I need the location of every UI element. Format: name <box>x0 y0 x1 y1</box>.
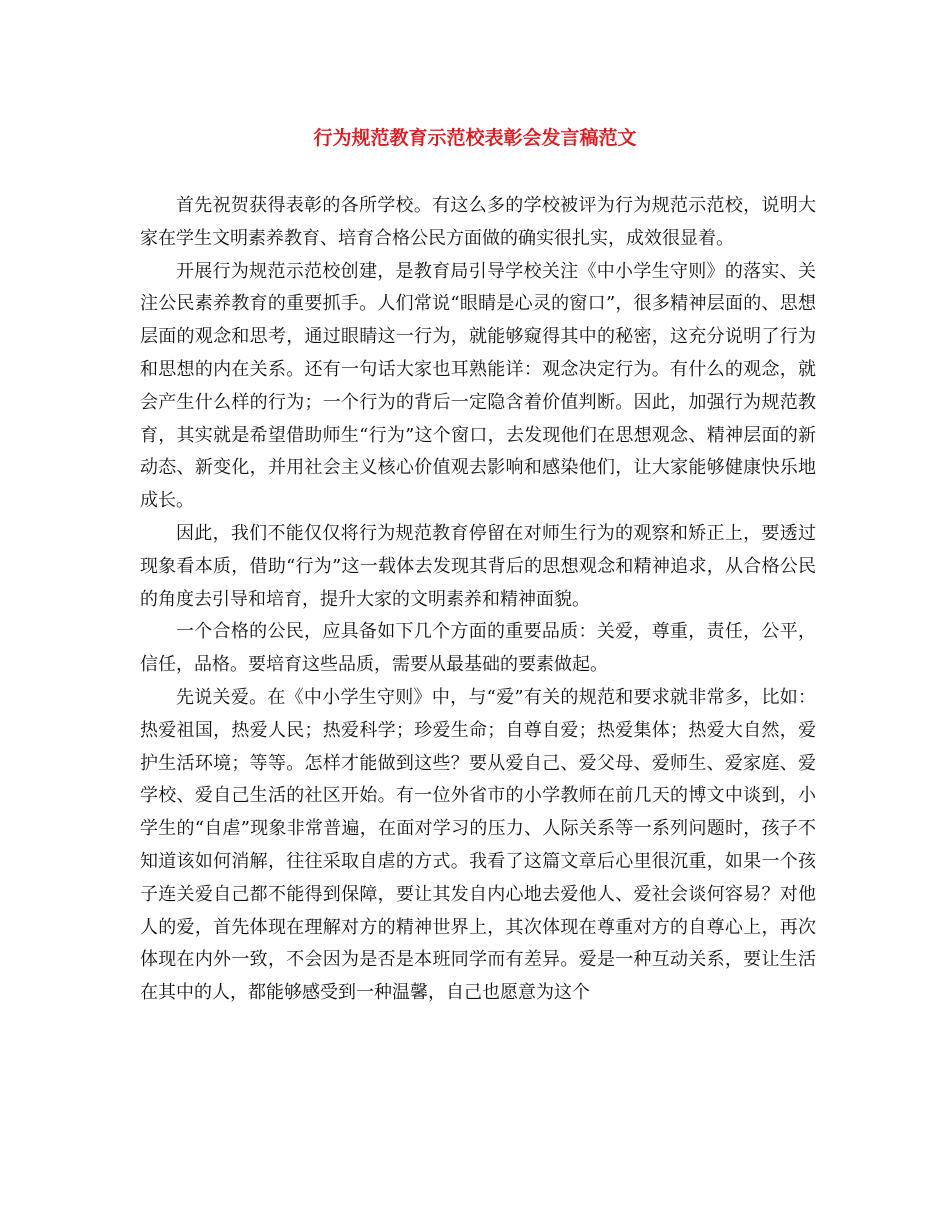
paragraph: 一个合格的公民，应具备如下几个方面的重要品质：关爱，尊重，责任，公平，信任，品格。要培育这些品质，需要从最基础的要素做起。 <box>140 621 816 676</box>
paragraph: 先说关爱。在《中小学生守则》中，与“爱”有关的规范和要求就非常多，比如：热爱祖国，热爱人民；热爱科学；珍爱生命；自尊自爱；热爱集体；热爱大自然，爱护生活环境；等等。怎样才能做到这些？要从爱自己、爱父母、爱师生、爱家庭、爱学校、爱自己生活的社区开始。有一位外省市的小学教师在前几天的博文中谈到，小学生的“自虐”现象非常普遍，在面对学习的压力、人际关系等一系列问题时，孩子不知道该如何消解，往往采取自虐的方式。我看了这篇文章后心里很沉重，如果一个孩子连关爱自己都不能得到保障，要让其发自内心地去爱他人、爱社会谈何容易？对他人的爱，首先体现在理解对方的精神世界上，其次体现在尊重对方的自尊心上，再次体现在内外一致，不会因为是否是本班同学而有差异。爱是一种互动关系，要让生活在其中的人，都能够感受到一种温馨，自己也愿意为这个 <box>140 686 816 1004</box>
document-title: 行为规范教育示范校表彰会发言稿范文 <box>313 127 637 149</box>
paragraph: 开展行为规范示范校创建，是教育局引导学校关注《中小学生守则》的落实、关注公民素养教育的重要抓手。人们常说“眼睛是心灵的窗口”，很多精神层面的、思想层面的观念和思考，通过眼睛这一行为，就能够窥得其中的秘密，这充分说明了行为和思想的内在关系。还有一句话大家也耳熟能详：观念决定行为。有什么的观念，就会产生什么样的行为；一个行为的背后一定隐含着价值判断。因此，加强行为规范教育，其实就是希望借助师生“行为”这个窗口，去发现他们在思想观念、精神层面的新动态、新变化，并用社会主义核心价值观去影响和感染他们，让大家能够健康快乐地成长。 <box>140 260 816 512</box>
paragraph: 因此，我们不能仅仅将行为规范教育停留在对师生行为的观察和矫正上，要透过现象看本质，借助“行为”这一载体去发现其背后的思想观念和精神追求，从合格公民的角度去引导和培育，提升大家的文明素养和精神面貌。 <box>140 522 816 610</box>
paragraph: 首先祝贺获得表彰的各所学校。有这么多的学校被评为行为规范示范校，说明大家在学生文明素养教育、培育合格公民方面做的确实很扎实，成效很显着。 <box>140 195 816 249</box>
document-body <box>140 190 816 1010</box>
